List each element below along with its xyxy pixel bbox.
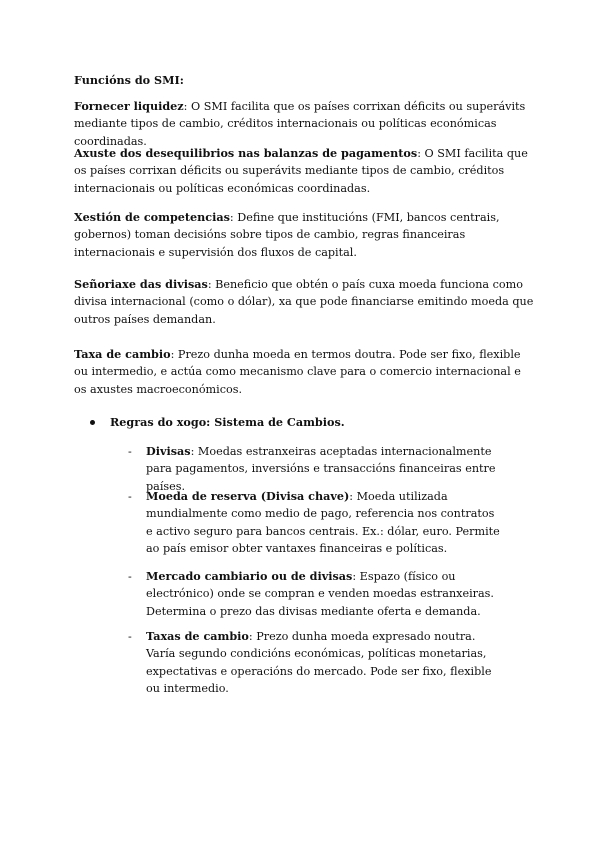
dash-icon: - (128, 445, 132, 458)
paragraph-competencies (74, 209, 534, 261)
dash-icon: - (128, 570, 132, 583)
definition: : Espazo (físico ou electrónico) onde se compran e venden moedas estranxeiras. Determina o prezo das divisas mediante oferta e demanda. (146, 570, 494, 618)
term: Moeda de reserva (Divisa chave) (146, 489, 350, 503)
dash-icon: - (128, 490, 132, 503)
term: Fornecer liquidez (74, 99, 184, 113)
bullet-dot-icon (90, 420, 95, 425)
subitem-exchange-market (128, 568, 504, 620)
paragraph-seigniorage (74, 276, 534, 328)
definition: : Beneficio que obtén o país cuxa moeda funciona como divisa internacional (como o dólar), xa que pode financiarse emitindo moeda que outros países demandan. (74, 278, 534, 326)
term: Señoriaxe das divisas (74, 277, 208, 291)
definition: : Moeda utilizada mundialmente como medio de pago, referencia nos contratos e activo seguro para bancos centrais. Ex.: dólar, euro. Permite ao país emisor obter vantaxes financeiras e políticas. (146, 490, 500, 556)
paragraph-exchange-rate (74, 346, 534, 398)
subitem-exchange-rates (128, 628, 504, 698)
term: Mercado cambiario ou de divisas (146, 569, 353, 583)
dash-icon: - (128, 630, 132, 643)
definition: : O SMI facilita que os países corrixan déficits ou superávits mediante tipos de cambio, créditos internacionais ou políticas económicas coordinadas. (74, 100, 526, 148)
paragraph-liquidity (74, 98, 534, 150)
term: Taxas de cambio (146, 629, 249, 643)
definition: : Prezo dunha moeda en termos doutra. Pode ser fixo, flexible ou intermedio, e actúa como mecanismo clave para o comercio internacional e os axustes macroeconómicos. (74, 348, 521, 396)
definition: : O SMI facilita que os países corrixan déficits ou superávits mediante tipos de cambio, créditos internacionais ou políticas económicas coordinadas. (74, 147, 528, 195)
term: Xestión de competencias (74, 210, 230, 224)
subitem-reserve-currency (128, 488, 504, 558)
definition: : Prezo dunha moeda expresado noutra. Varía segundo condicións económicas, políticas monetarias, expectativas e operacións do mercado. Pode ser fixo, flexible ou intermedio. (146, 630, 492, 696)
term: Taxa de cambio (74, 347, 171, 361)
term: Axuste dos desequilibrios nas balanzas de pagamentos (74, 146, 418, 160)
term: Divisas (146, 444, 191, 458)
paragraph-imbalances (74, 145, 534, 197)
section-heading: Funcións do SMI: (74, 73, 184, 87)
definition: : Define que institucións (FMI, bancos centrais, gobernos) toman decisións sobre tipos de cambio, regras financeiras internacionais e supervisión dos fluxos de capital. (74, 211, 500, 259)
definition: : Moedas estranxeiras aceptadas internacionalmente para pagamentos, inversións e transaccións financeiras entre países. (146, 445, 496, 493)
bullet-label: Regras do xogo: Sistema de Cambios. (110, 415, 345, 429)
